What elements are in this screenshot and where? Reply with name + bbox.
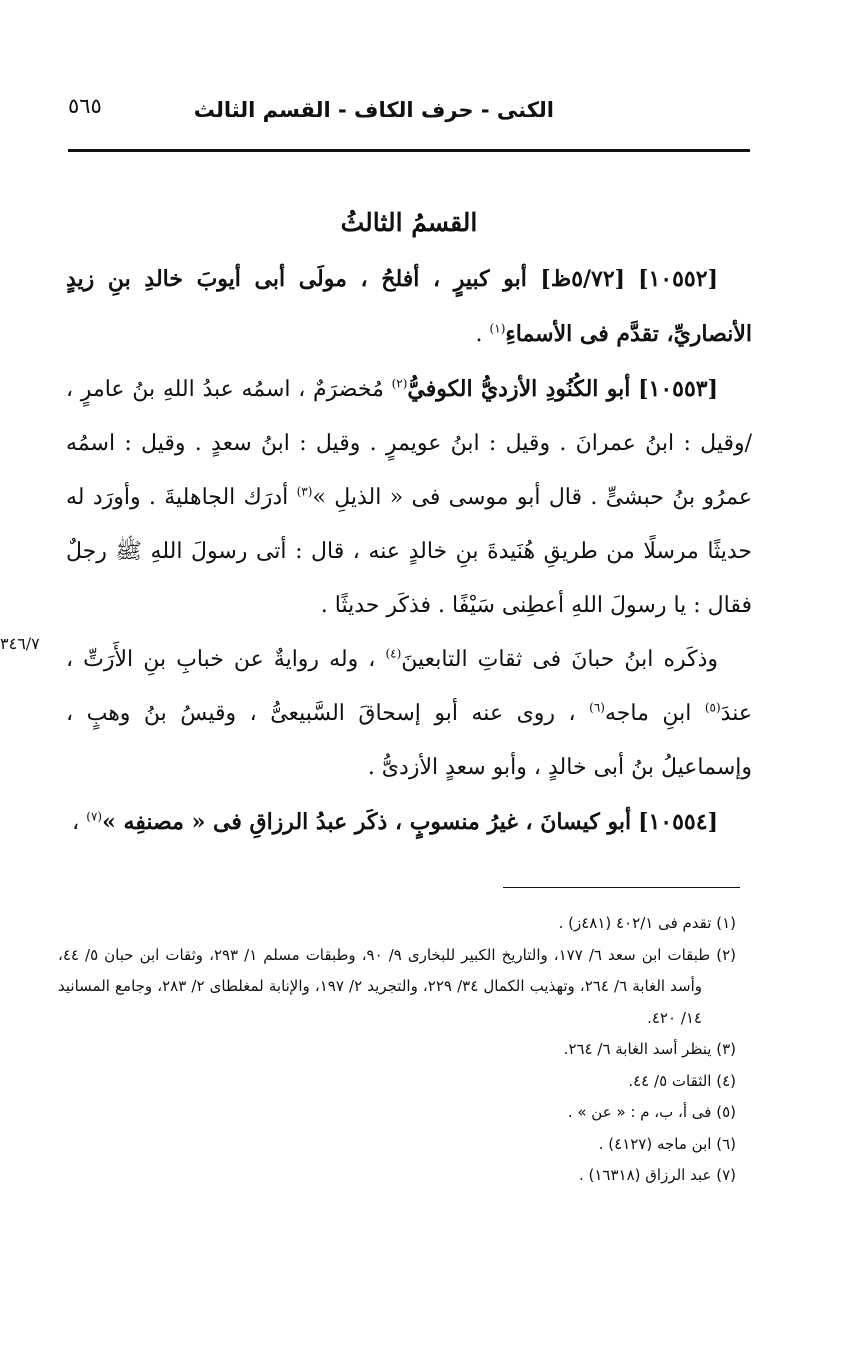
footnote-rule	[503, 887, 740, 888]
footnote-ref[interactable]: (٦)	[589, 700, 605, 715]
footnote-5: (٥) فى أ، ب، م : « عن » .	[567, 1103, 736, 1121]
entry-tail: مُخضرَمٌ ، اسمُه عبدُ اللهِ بنُ عامرٍ ، /وقيل : ابنُ عمرانَ . وقيل : ابنُ عويمرٍ . وقيل : ابنُ سعدٍ . وقيل : اسمُه عمرُو بنُ حبشىٍّ . قال أبو موسى فى « الذيلِ »	[66, 377, 752, 510]
entry-tail: ابنِ ماجه	[604, 701, 705, 726]
footnote-ref[interactable]: (٧)	[86, 809, 103, 824]
footnotes	[58, 908, 736, 1192]
entry-tail: ، روى عنه أبو إسحاقَ السَّبيعىُّ ، وقيسُ بنُ وهبٍ ، وإسماعيلُ بنُ أبى خالدٍ ، وأبو سعدٍ الأزدىُّ .	[66, 701, 752, 780]
running-title: الكنى - حرف الكاف - القسم الثالث	[193, 98, 554, 122]
footnote-6: (٦) ابن ماجه (٤١٢٧) .	[598, 1134, 736, 1153]
footnote-ref[interactable]: (٣)	[296, 484, 313, 499]
footnote-2: (٢) طبقات ابن سعد ٦/ ١٧٧، والتاريخ الكبير للبخارى ٩/ ٩٠، وطبقات مسلم ١/ ٢٩٣، وثقات ابن حبان ٥/ ٤٤، وأسد الغابة ٦/ ٢٦٤، وتهذيب الكمال ٣٤/ ٢٢٩، والتجريد ٢/ ١٩٧، والإنابة لمغلطاى ٢/ ٢٨٣، وجامع المسانيد ١٤/ ٤٢٠.	[58, 945, 737, 1027]
footnote-ref[interactable]: (٥)	[704, 700, 721, 715]
entry-tail: أدرَك الجاهليةَ . وأورَد له حديثًا مرسلًا من طريقِ هُنَيدةَ بنِ خالدٍ عنه ، قال : أتى رسولَ اللهِ ﷺ رجلٌ فقال : يا رسولَ اللهِ أعطِنى سَيْفًا . فذكَر حديثًا .	[66, 485, 752, 618]
entry-text: [٥/٧٢ظ] أبو كبيرٍ ، أفلحُ ، مولَى أبى أيوبَ خالدِ بنِ زيدٍ الأنصاريِّ، تقدَّم فى الأسماءِ	[66, 266, 752, 347]
footnote-4: (٤) الثقات ٥/ ٤٤.	[628, 1071, 736, 1090]
entry-text: وذكَره ابنُ حبانَ فى ثقاتِ التابعينَ	[401, 647, 719, 672]
main-text	[0, 196, 752, 850]
entry-text: أبو الكُنُودِ الأزديُّ الكوفيُّ	[407, 376, 631, 402]
footnote-3: (٣) ينظر أسد الغابة ٦/ ٢٦٤.	[563, 1040, 736, 1058]
entry-10552	[66, 252, 752, 362]
entry-number: [١٠٥٥٢]	[638, 266, 718, 292]
footnote-ref[interactable]: (٤)	[385, 646, 402, 661]
section-title: القسمُ الثالثُ	[340, 208, 478, 237]
entry-10554	[66, 795, 752, 850]
footnote-1: (١) تقدم فى ٤٠٢/١ (٤٨١ز) .	[558, 914, 736, 932]
entry-text: أبو كيسانَ ، غيرُ منسوبٍ ، ذكَر عبدُ الرزاقِ فى « مصنفِه »	[102, 809, 632, 835]
footnote-7: (٧) عبد الرزاق (١٦٣١٨) .	[578, 1166, 736, 1184]
footnote-ref[interactable]: (١)	[489, 321, 506, 336]
entry-number: [١٠٥٥٤]	[638, 809, 718, 835]
entry-tail: ، وله روايةٌ عن خبابِ بنِ الأَرَتِّ ، عندَ	[66, 647, 752, 726]
entry-10553-continued	[66, 633, 752, 795]
footnote-ref[interactable]: (٢)	[391, 376, 408, 391]
entry-tail: ،	[72, 810, 87, 835]
entry-10553	[66, 362, 752, 633]
entry-number: [١٠٥٥٣]	[638, 376, 719, 402]
margin-note: ٣٤٦/٧	[0, 634, 40, 653]
page-header	[68, 92, 750, 132]
page-number: ٥٦٥	[68, 94, 102, 118]
header-rule	[68, 149, 750, 152]
entry-tail: .	[475, 322, 490, 347]
